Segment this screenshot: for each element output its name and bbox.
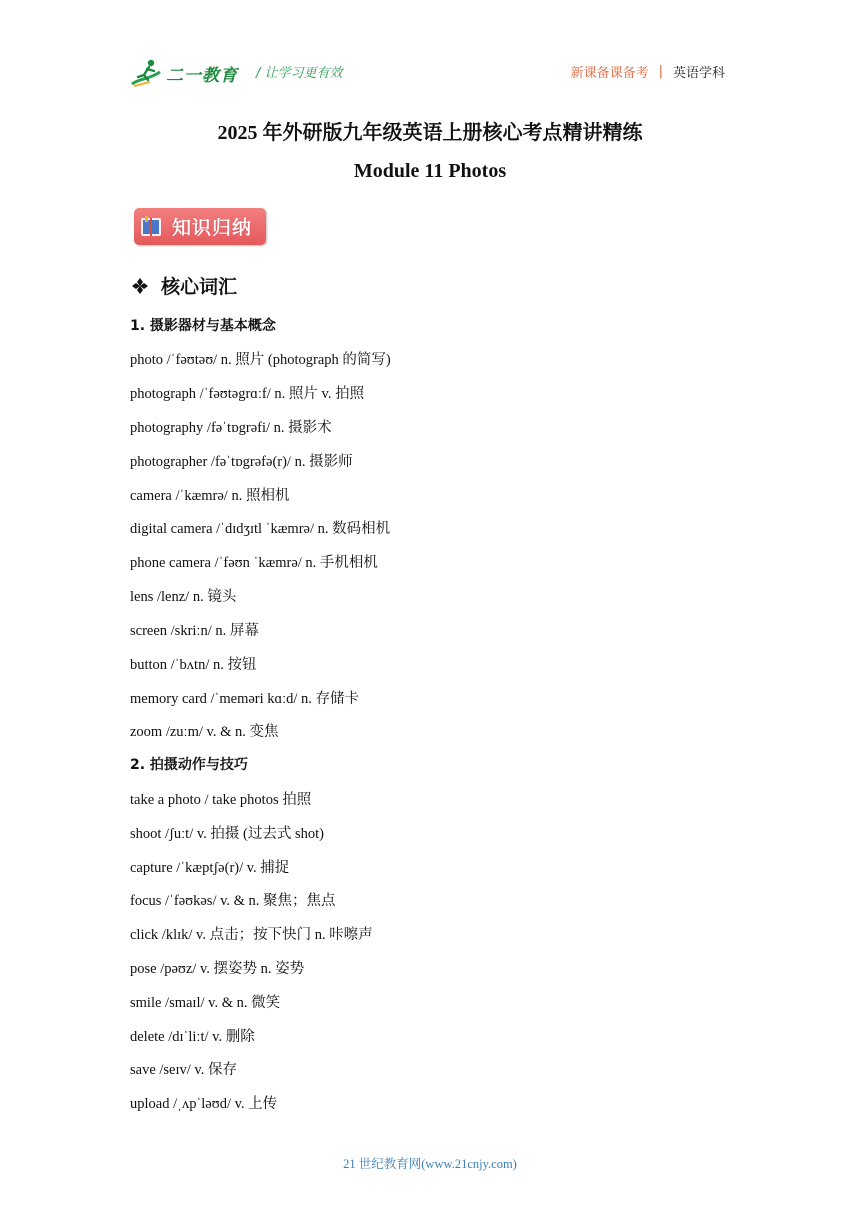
header-separator: |: [658, 64, 663, 79]
vocab-entry: phone camera /ˈfəʊn ˈkæmrə/ n. 手机相机: [130, 555, 378, 571]
vocab-entry: photography /fəˈtɒgrəfi/ n. 摄影术: [130, 420, 332, 436]
logo-text: 二一教育: [166, 65, 238, 86]
vocab-entry: save /seɪv/ v. 保存: [130, 1062, 237, 1078]
vocab-entry: take a photo / take photos 拍照: [130, 792, 312, 808]
vocab-entry: photograph /ˈfəʊtəgrɑːf/ n. 照片 v. 拍照: [130, 386, 365, 402]
vocab-entry: memory card /ˈmeməri kɑːd/ n. 存储卡: [130, 691, 360, 707]
vocab-entry: photo /ˈfəʊtəʊ/ n. 照片 (photograph 的简写): [130, 352, 391, 368]
badge-label: 知识归纳: [172, 217, 253, 239]
vocab-entry: delete /dɪˈliːt/ v. 删除: [130, 1029, 255, 1045]
knowledge-summary-badge: [134, 208, 266, 245]
diamond-bullet-icon: [131, 277, 149, 295]
header-course-label: 新课备课备考: [570, 66, 649, 81]
header-subject: [571, 62, 725, 81]
site-logo[interactable]: [130, 58, 238, 88]
vocab-entry: pose /pəʊz/ v. 摆姿势 n. 姿势: [130, 961, 305, 977]
vocab-entry: zoom /zuːm/ v. & n. 变焦: [130, 724, 279, 740]
vocab-entry: digital camera /ˈdɪdʒɪtl ˈkæmrə/ n. 数码相机: [130, 521, 391, 537]
vocab-entry: smile /smaɪl/ v. & n. 微笑: [130, 995, 281, 1011]
document-title: 2025 年外研版九年级英语上册核心考点精讲精练: [217, 122, 643, 144]
vocab-entry: photographer /fəˈtɒgrəfə(r)/ n. 摄影师: [130, 454, 353, 470]
vocab-entry: lens /lenz/ n. 镜头: [130, 589, 237, 605]
vocab-entry: click /klɪk/ v. 点击；按下快门 n. 咔嚓声: [130, 927, 373, 943]
vocab-entry: screen /skriːn/ n. 屏幕: [130, 623, 259, 639]
group-heading: 1. 摄影器材与基本概念: [130, 318, 276, 334]
vocab-entry: shoot /ʃuːt/ v. 拍摄 (过去式 shot): [130, 826, 325, 842]
vocab-entry: capture /ˈkæptʃə(r)/ v. 捕捉: [130, 860, 290, 876]
section-heading: [131, 272, 237, 299]
header-subject-label: 英语学科: [672, 66, 725, 81]
page-footer[interactable]: 21 世纪教育网(www.21cnjy.com): [343, 1157, 517, 1171]
vocab-entry: camera /ˈkæmrə/ n. 照相机: [130, 488, 290, 504]
vocab-entry: focus /ˈfəʊkəs/ v. & n. 聚焦；焦点: [130, 893, 336, 909]
section-title: 核心词汇: [161, 276, 238, 298]
slogan: / 让学习更有效: [256, 66, 343, 81]
book-icon: [138, 214, 164, 240]
group-heading: 2. 拍摄动作与技巧: [130, 757, 248, 773]
vocab-entry: button /ˈbʌtn/ n. 按钮: [130, 657, 257, 673]
running-figure-icon: [130, 58, 164, 88]
page-header: [130, 58, 725, 88]
document-subtitle: Module 11 Photos: [353, 160, 507, 182]
vocab-entry: upload /ˌʌpˈləʊd/ v. 上传: [130, 1096, 278, 1112]
